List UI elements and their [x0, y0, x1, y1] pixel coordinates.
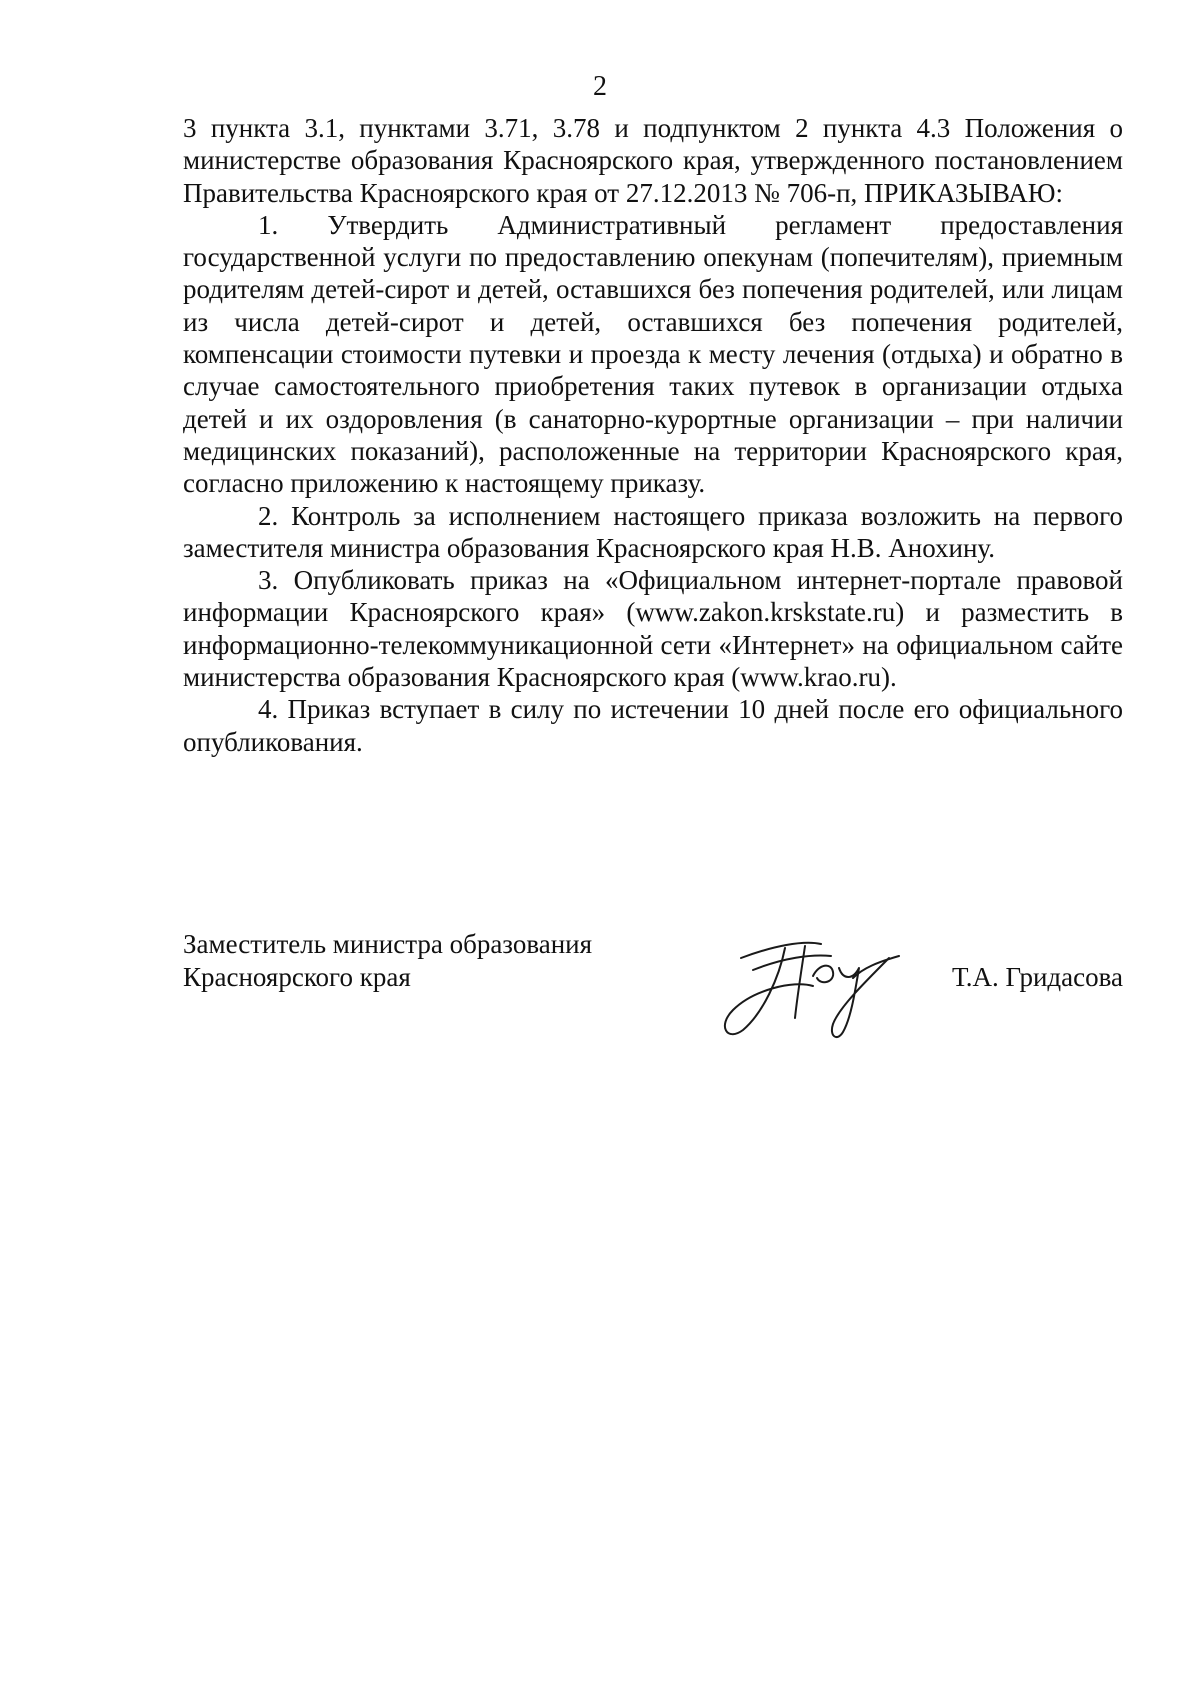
page-number: 2 — [593, 71, 607, 102]
signer-position — [183, 928, 743, 994]
signer-name: Т.А. Гридасова — [952, 962, 1123, 992]
document-body — [183, 112, 1123, 758]
signature-block — [183, 928, 1123, 1058]
paragraph-item-2: 2. Контроль за исполнением настоящего приказа возложить на первого заместителя министра образования Красноярского края Н.В. Анохину. — [183, 500, 1123, 563]
paragraph-item-1: 1. Утвердить Административный регламент предоставления государственной услуги по предоставлению опекунам (попечителям), приемным родителям детей-сирот и детей, оставшихся без попечения родителей, или лицам из числа детей-сирот и детей, оставшихся без попечения родителей, компенсации стоимости путевки и проезда к месту лечения (отдыха) и обратно в случае самостоятельного приобретения таких путевок в организации отдыха детей и их оздоровления (в санаторно-курортные организации – при наличии медицинских показаний), расположенные на территории Красноярского края, согласно приложению к настоящему приказу. — [183, 209, 1123, 499]
signer-position-line-1: Заместитель министра образования — [183, 929, 593, 959]
paragraph-preamble: 3 пункта 3.1, пунктами 3.71, 3.78 и подпунктом 2 пункта 4.3 Положения о министерстве образования Красноярского края, утвержденного постановлением Правительства Красноярского края от 27.12.2013 № 706-п, ПРИКАЗЫВАЮ: — [183, 113, 1123, 208]
handwritten-signature — [713, 918, 913, 1048]
paragraph-item-3: 3. Опубликовать приказ на «Официальном интернет-портале правовой информации Красноярского края» (www.zakon.krskstate.ru) и разместить в информационно-телекоммуникационной сети «Интернет» на официальном сайте министерства образования Красноярского края (www.krao.ru). — [183, 565, 1123, 693]
signer-position-line-2: Красноярского края — [183, 962, 411, 992]
paragraph-item-4: 4. Приказ вступает в силу по истечении 10 дней после его официального опубликования. — [183, 694, 1123, 757]
